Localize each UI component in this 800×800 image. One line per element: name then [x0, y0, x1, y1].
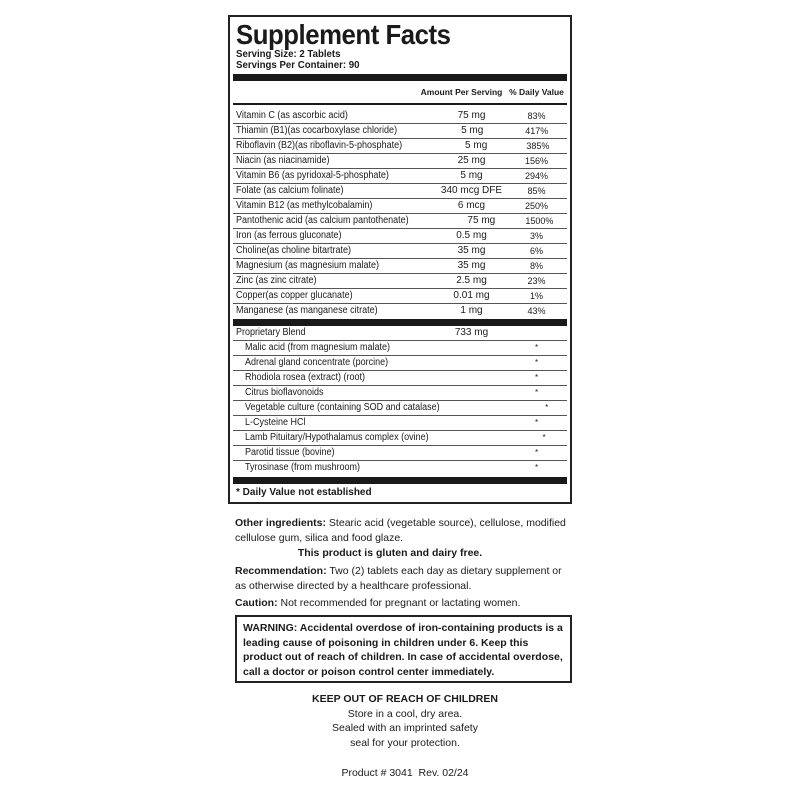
blend-ingredient-row [233, 371, 567, 386]
other-ingredients [235, 516, 575, 546]
blend-name: Proprietary Blend [236, 327, 306, 338]
nutrient-daily-value: 250% [524, 201, 549, 211]
blend-amount: 733 mg [454, 327, 489, 338]
nutrient-daily-value: 385% [526, 141, 550, 151]
nutrient-amount: 2.5 mg [456, 275, 487, 286]
caution-text: Not recommended for pregnant or lactating women. [277, 597, 521, 609]
nutrient-row [233, 199, 567, 214]
daily-value-footnote: * Daily Value not established [236, 487, 372, 498]
nutrient-name: Pantothenic acid (as calcium pantothenate) [236, 215, 409, 226]
divider-thick [233, 74, 567, 81]
blend-ingredient-daily-value: * [534, 388, 539, 397]
blend-ingredient-daily-value: * [534, 418, 539, 427]
caution [235, 596, 575, 611]
nutrient-amount: 35 mg [457, 260, 486, 271]
nutrient-row [233, 169, 567, 184]
nutrient-amount: 6 mcg [457, 200, 486, 211]
nutrient-name: Niacin (as niacinamide) [236, 155, 330, 166]
nutrient-row [233, 304, 567, 318]
blend-ingredient-name: L-Cysteine HCl [245, 417, 306, 428]
nutrient-name: Folate (as calcium folinate) [236, 185, 344, 196]
blend-ingredient-name: Vegetable culture (containing SOD and catalase) [245, 402, 440, 413]
nutrient-row [233, 259, 567, 274]
blend-ingredient-row [233, 356, 567, 371]
nutrient-daily-value: 8% [529, 261, 543, 271]
nutrient-name: Manganese (as manganese citrate) [236, 305, 378, 316]
nutrient-daily-value: 23% [527, 276, 546, 286]
nutrient-amount: 1 mg [460, 305, 483, 316]
recommendation-text: Two (2) tablets each day as dietary supplement or as otherwise directed by a healthcare professional. [235, 565, 562, 592]
nutrient-amount: 5 mg [465, 140, 488, 151]
nutrient-daily-value: 294% [524, 171, 549, 181]
recommendation-label: Recommendation: [235, 565, 327, 577]
nutrient-row [233, 274, 567, 289]
nutrient-row [233, 139, 567, 154]
nutrient-amount: 340 mcg DFE [440, 185, 503, 196]
nutrient-name: Vitamin C (as ascorbic acid) [236, 110, 348, 121]
proprietary-blend-row [233, 326, 567, 341]
nutrient-name: Zinc (as zinc citrate) [236, 275, 317, 286]
nutrient-name: Vitamin B6 (as pyridoxal-5-phosphate) [236, 170, 389, 181]
blend-ingredient-daily-value: * [534, 463, 539, 472]
blend-ingredient-name: Lamb Pituitary/Hypothalamus complex (ovine) [245, 432, 429, 443]
blend-ingredient-daily-value: * [545, 403, 549, 412]
blend-ingredient-daily-value: * [534, 358, 539, 367]
blend-ingredient-name: Parotid tissue (bovine) [245, 447, 335, 458]
nutrient-daily-value: 156% [524, 156, 549, 166]
blend-ingredient-row [233, 461, 567, 475]
nutrient-daily-value: 85% [527, 186, 546, 196]
nutrient-amount: 0.01 mg [453, 290, 490, 301]
header-daily-value: % Daily Value [509, 86, 564, 97]
storage-instructions [280, 692, 530, 750]
nutrient-row [233, 289, 567, 304]
storage-line-2: Sealed with an imprinted safety [332, 722, 478, 734]
other-ingredients-label: Other ingredients: [235, 517, 327, 529]
storage-line-1: Store in a cool, dry area. [347, 707, 463, 720]
serving-size: Serving Size: 2 Tablets [236, 48, 341, 60]
nutrient-amount: 0.5 mg [456, 230, 487, 241]
blend-ingredient-row [233, 401, 567, 416]
header-amount-per-serving: Amount Per Serving [420, 86, 503, 97]
nutrient-daily-value: 3% [529, 231, 543, 241]
other-ingredients-text: Stearic acid (vegetable source), cellulose, modified cellulose gum, silica and food glaze. [235, 517, 566, 544]
nutrient-daily-value: 43% [527, 306, 546, 316]
blend-ingredient-row [233, 416, 567, 431]
recommendation [235, 564, 575, 594]
blend-ingredient-row [233, 446, 567, 461]
nutrient-row [233, 124, 567, 139]
nutrient-amount: 5 mg [460, 170, 483, 181]
nutrient-name: Vitamin B12 (as methylcobalamin) [236, 200, 373, 211]
nutrient-list [236, 109, 564, 318]
gluten-dairy-note: This product is gluten and dairy free. [297, 547, 483, 559]
table-header [233, 81, 567, 105]
blend-ingredient-name: Malic acid (from magnesium malate) [245, 342, 391, 353]
nutrient-name: Iron (as ferrous gluconate) [236, 230, 342, 241]
keep-out-of-reach: KEEP OUT OF REACH OF CHILDREN [312, 693, 498, 705]
storage-line-3: seal for your protection. [350, 736, 460, 749]
nutrient-name: Riboflavin (B2)(as riboflavin-5-phosphate) [236, 140, 403, 151]
nutrient-row [233, 184, 567, 199]
nutrient-amount: 75 mg [457, 110, 486, 121]
nutrient-daily-value: 83% [527, 111, 546, 121]
blend-ingredient-name: Citrus bioflavonoids [245, 387, 324, 398]
nutrient-daily-value: 417% [525, 126, 549, 136]
blend-ingredient-row [233, 431, 567, 446]
nutrient-name: Copper(as copper glucanate) [236, 290, 353, 301]
iron-warning-box: WARNING: Accidental overdose of iron-containing products is a leading cause of poisoning in children under 6. Keep this product out of reach of children. In case of accidental overdose, call a doctor or poison control center immediately. [235, 615, 572, 683]
nutrient-daily-value: 1% [529, 291, 543, 301]
caution-label: Caution: [235, 597, 278, 609]
blend-ingredient-name: Rhodiola rosea (extract) (root) [245, 372, 366, 383]
product-code: Product # 3041 Rev. 02/24 [341, 767, 469, 779]
nutrient-name: Magnesium (as magnesium malate) [236, 260, 380, 271]
blend-ingredient-name: Adrenal gland concentrate (porcine) [245, 357, 389, 368]
nutrient-row [233, 109, 567, 124]
nutrient-amount: 5 mg [461, 125, 484, 136]
supplement-facts-panel [228, 15, 572, 504]
nutrient-row [233, 214, 567, 229]
nutrient-row [233, 154, 567, 169]
nutrient-name: Thiamin (B1)(as cocarboxylase chloride) [236, 125, 398, 136]
blend-ingredient-daily-value: * [534, 343, 539, 352]
blend-ingredient-daily-value: * [534, 373, 539, 382]
nutrient-amount: 35 mg [457, 245, 486, 256]
blend-ingredient-row [233, 341, 567, 356]
nutrient-row [233, 229, 567, 244]
blend-ingredient-daily-value: * [534, 448, 539, 457]
nutrient-amount: 75 mg [467, 215, 496, 226]
blend-ingredient-name: Tyrosinase (from mushroom) [245, 462, 361, 473]
divider-thick [233, 319, 567, 326]
blend-ingredient-daily-value: * [542, 433, 546, 442]
nutrient-daily-value: 6% [529, 246, 543, 256]
nutrient-row [233, 244, 567, 259]
blend-ingredient-list [236, 341, 564, 475]
divider-thick [233, 477, 567, 484]
nutrient-daily-value: 1500% [525, 216, 554, 226]
servings-per-container: Servings Per Container: 90 [236, 59, 360, 71]
nutrient-amount: 25 mg [457, 155, 486, 166]
nutrient-name: Choline(as choline bitartrate) [236, 245, 352, 256]
blend-ingredient-row [233, 386, 567, 401]
panel-title: Supplement Facts [236, 19, 451, 50]
